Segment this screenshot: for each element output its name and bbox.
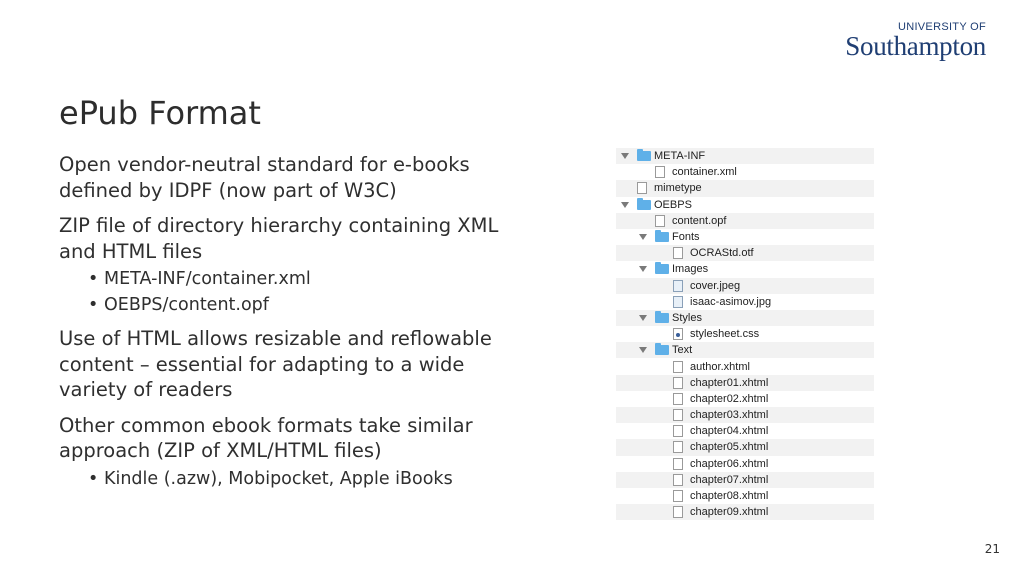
- tree-row: [616, 391, 874, 407]
- page-number: 21: [984, 542, 1000, 556]
- tree-row-label: chapter05.xhtml: [690, 441, 769, 454]
- tree-row-label: chapter09.xhtml: [690, 506, 769, 519]
- list-item-text: META-INF/container.xml: [104, 269, 311, 289]
- tree-row-label: cover.jpeg: [690, 279, 741, 292]
- tree-row-label: Styles: [672, 311, 702, 324]
- tree-row: [616, 488, 874, 504]
- file-icon: [655, 215, 665, 227]
- file-icon: [673, 247, 683, 259]
- tree-row: [616, 261, 874, 277]
- tree-row-label: Images: [672, 263, 709, 276]
- tree-row: [616, 213, 874, 229]
- image-file-icon: [673, 296, 683, 308]
- image-file-icon: [673, 280, 683, 292]
- css-file-icon: [673, 328, 683, 340]
- file-icon: [673, 377, 683, 389]
- tree-row-label: content.opf: [672, 214, 727, 227]
- bullet: •: [88, 269, 99, 289]
- tree-row-label: chapter03.xhtml: [690, 409, 769, 422]
- paragraph-standard: Open vendor-neutral standard for e-books defined by IDPF (now part of W3C): [59, 153, 470, 202]
- tree-row: [616, 504, 874, 520]
- logo-main-text: Southampton: [845, 31, 986, 61]
- sub-list-zip: [59, 266, 529, 318]
- tree-row: [616, 229, 874, 245]
- tree-row: [616, 197, 874, 213]
- tree-row-label: chapter07.xhtml: [690, 473, 769, 486]
- tree-row: [616, 294, 874, 310]
- folder-icon: [655, 264, 669, 274]
- tree-row-label: author.xhtml: [690, 360, 750, 373]
- tree-row-label: chapter08.xhtml: [690, 490, 769, 503]
- list-item-text: OEBPS/content.opf: [104, 295, 269, 315]
- file-icon: [673, 458, 683, 470]
- file-tree-screenshot: [616, 148, 874, 524]
- folder-icon: [655, 345, 669, 355]
- tree-row-label: META-INF: [654, 150, 706, 163]
- list-item: [59, 292, 529, 318]
- slide-title: ePub Format: [59, 94, 261, 132]
- tree-row-label: chapter01.xhtml: [690, 376, 769, 389]
- tree-row: [616, 456, 874, 472]
- file-icon: [673, 490, 683, 502]
- file-icon: [673, 474, 683, 486]
- tree-row: [616, 472, 874, 488]
- tree-row-label: container.xml: [672, 166, 737, 179]
- file-icon: [673, 361, 683, 373]
- file-icon: [655, 166, 665, 178]
- tree-row: [616, 278, 874, 294]
- disclosure-triangle-icon: [639, 266, 647, 272]
- bullet: •: [88, 468, 99, 489]
- tree-row: [616, 423, 874, 439]
- disclosure-triangle-icon: [639, 234, 647, 240]
- file-icon: [673, 506, 683, 518]
- list-item-text: Kindle (.azw), Mobipocket, Apple iBooks: [104, 468, 453, 489]
- bullet: •: [88, 295, 99, 315]
- file-icon: [673, 425, 683, 437]
- logo-top-text: UNIVERSITY OF: [897, 21, 986, 33]
- disclosure-triangle-icon: [639, 315, 647, 321]
- tree-row-label: OEBPS: [654, 198, 692, 211]
- tree-row-label: mimetype: [654, 182, 702, 195]
- tree-row: [616, 164, 874, 180]
- tree-row: [616, 407, 874, 423]
- file-icon: [673, 393, 683, 405]
- tree-row: [616, 245, 874, 261]
- folder-icon: [655, 232, 669, 242]
- university-logo: [845, 22, 986, 59]
- slide-body: [59, 152, 529, 500]
- tree-row-label: chapter02.xhtml: [690, 392, 769, 405]
- tree-row-label: Text: [672, 344, 693, 357]
- tree-row: [616, 148, 874, 164]
- tree-row-label: chapter04.xhtml: [690, 425, 769, 438]
- paragraph-zip: ZIP file of directory hierarchy containing XML and HTML files: [59, 214, 499, 263]
- tree-row-label: chapter06.xhtml: [690, 457, 769, 470]
- folder-icon: [637, 200, 651, 210]
- tree-row: [616, 439, 874, 455]
- disclosure-triangle-icon: [621, 202, 629, 208]
- sub-list-formats: [59, 466, 529, 492]
- folder-icon: [655, 313, 669, 323]
- file-icon: [673, 409, 683, 421]
- tree-row: [616, 375, 874, 391]
- tree-row-label: stylesheet.css: [690, 328, 760, 341]
- disclosure-triangle-icon: [639, 347, 647, 353]
- paragraph-other-formats: Other common ebook formats take similar approach (ZIP of XML/HTML files): [59, 413, 473, 462]
- tree-row-label: isaac-asimov.jpg: [690, 295, 772, 308]
- list-item: [59, 466, 529, 492]
- tree-row: [616, 342, 874, 358]
- file-icon: [673, 441, 683, 453]
- tree-row: [616, 180, 874, 196]
- tree-row-label: OCRAStd.otf: [690, 247, 754, 260]
- tree-row: [616, 358, 874, 374]
- tree-row: [616, 326, 874, 342]
- tree-row: [616, 310, 874, 326]
- tree-row-label: Fonts: [672, 231, 700, 244]
- list-item: [59, 266, 529, 292]
- file-icon: [637, 182, 647, 194]
- folder-icon: [637, 151, 651, 161]
- disclosure-triangle-icon: [621, 153, 629, 159]
- paragraph-html: Use of HTML allows resizable and reflowable content – essential for adapting to a wide variety of readers: [59, 327, 492, 401]
